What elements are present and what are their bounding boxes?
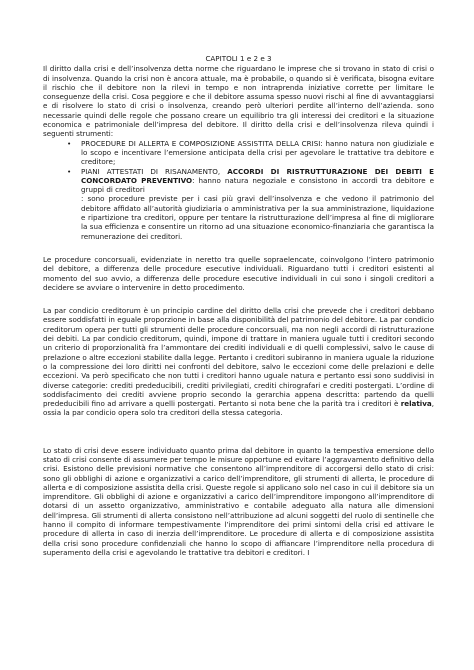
paragraph-text: La par condicio creditorum è un principio cardine del diritto della crisi che prevede che i creditori debbano essere soddisfatti in eguale proporzione in base alla disponibilità del patrimonio del debitore. La par condicio creditorum opera per tutti gli strumenti delle procedure concorsuali, ma non negli accordi di ristrutturazione dei debiti. La par condicio creditorum, quindi, impone di trattare in maniera uguale tutti i creditori secondo un criterio di proporzionalità fra l’ammontare dei crediti individuali e di quelli complessivi, salvo le cause di prelazione o altre eccezioni stabilite dalla legge. Pertanto i creditori subiranno in maniera uguale la riduzione o la compressione dei loro diritti nei confronti del debitore, salvo le eccezioni come delle prelazioni e delle eccezioni. Va però specificato che non tutti i creditori hanno uguale natura e pertanto essi sono suddivisi in diverse categorie: crediti prededucibili, crediti privilegiati, crediti chirografari e crediti postergati. L’ordine di soddisfacimento dei crediti avviene proprio secondo la gerarchia appena descritta: partendo da quelli prededucibili fino ad arrivare a quelli postergati. Pertanto si nota bene che la parità tra i creditori è [43, 306, 434, 409]
list-item [81, 194, 434, 240]
spacer [43, 418, 434, 446]
stato-di-crisi-paragraph: Lo stato di crisi deve essere individuato quanto prima dal debitore in quanto la tempestiva emersione dello stato di crisi consente di assumere per tempo le misure opportune ed evitare l’aggravamento definitivo della crisi. Esistono delle previsioni normative che consentono all’imprenditore di accorgersi dello stato di crisi: sono gli obblighi di azione e organizzativi a carico dell’imprenditore, gli strumenti di allerta, le procedure di allerta e di composizione assistita della crisi. Queste regole si applicano solo nel caso in cui il debitore sia un imprenditore. Gli obblighi di azione e organizzativi a carico dell’imprenditore impongono all’imprenditore di dotarsi di un assetto organizzativo, amministrativo e contabile adeguato alla natura alle dimensioni dell’impresa. Gli strumenti di allerta consistono nell’attribuzione ad alcuni soggetti del ruolo di sentinelle che hanno il compito di informare tempestivamente l’imprenditore dei primi sintomi della crisi ed attivare le procedure di allerta in caso di inerzia dell’imprenditore. Le procedure di allerta e di composizione assistita della crisi sono procedure confidenziali che hanno lo scopo di affiancare l’imprenditore nella procedura di superamento della crisi e agevolando le trattative tra debitori e creditori. I [43, 445, 434, 557]
spacer [43, 241, 434, 255]
paragraph-bold-text: relativa [400, 399, 432, 409]
list-item-text: PROCEDURE DI ALLERTA E COMPOSIZIONE ASSISTITA DELLA CRISI: hanno natura non giudiziale e lo scopo e incentivare l’emersione anticipata della crisi per agevolare le trattative tra debitore e creditore; [81, 138, 434, 167]
intro-paragraph: Il diritto dalla crisi e dell’insolvenza detta norme che riguardano le imprese che si trovano in stato di crisi o di insolvenza. Quando la crisi non è ancora attuale, ma è probabile, o quando si è verificata, bisogna evitare il rischio che il debitore non la rilevi in tempo e non intraprenda iniziative corrette per limitare le conseguenze della crisi. Cosa peggiore e che il debitore assuma spesso nuovi rischi al fine di avvantaggiarsi e di risolvere lo stato di crisi o insolvenza, creando però ulteriori perdite all’interno dell’azienda. sono necessarie quindi delle regole che possano creare un equilibrio tra gli interessi dei creditori e la situazione economica e patrimoniale dell’impresa del debitore. Il diritto della crisi e dell’insolvenza rileva quindi i seguenti strumenti: [43, 64, 434, 139]
list-item-bold-text: ACCORDI DI RISTRUTTURAZIONE DEI DEBITI E CONCORDATO PREVENTIVO [81, 166, 434, 185]
spacer [43, 292, 434, 306]
list-item [81, 139, 434, 167]
instruments-list [43, 139, 434, 241]
paragraph-text: , ossia la par condicio opera solo tra creditori della stessa categoria. [43, 399, 434, 418]
list-item [81, 167, 434, 195]
concorsuali-paragraph: Le procedure concorsuali, evidenziate in neretto tra quelle sopraelencate, coinvolgono l’intero patrimonio del debitore, a differenza delle procedure esecutive individuali. Riguardano tutti i creditori esistenti al momento del suo avvio, a differenza delle procedure esecutive individuali in cui sono i singoli creditori a decidere se avviare o intervenire in detto procedimento. [43, 254, 434, 292]
list-item-text: : sono procedure previste per i casi più gravi dell’insolvenza e che vedono il patrimonio del debitore affidato all’autorità giudiziaria o amministrativa per la sua amministrazione, liquidazione e ripartizione tra creditori, oppure per tentare la ristrutturazione dell’impresa al fine di migliorare la sua efficienza e consentire un ritorno ad una situazione economico-finanziaria che garantisca la remunerazione dei creditori. [81, 194, 434, 241]
list-item-text: : hanno natura negoziale e consistono in accordi tra debitore e gruppi di creditori [81, 175, 434, 195]
document-title: CAPITOLI 1 e 2 e 3 [205, 54, 272, 63]
list-item-text: PIANI ATTESTATI DI RISANAMENTO, [81, 166, 228, 176]
par-condicio-paragraph [43, 306, 434, 418]
